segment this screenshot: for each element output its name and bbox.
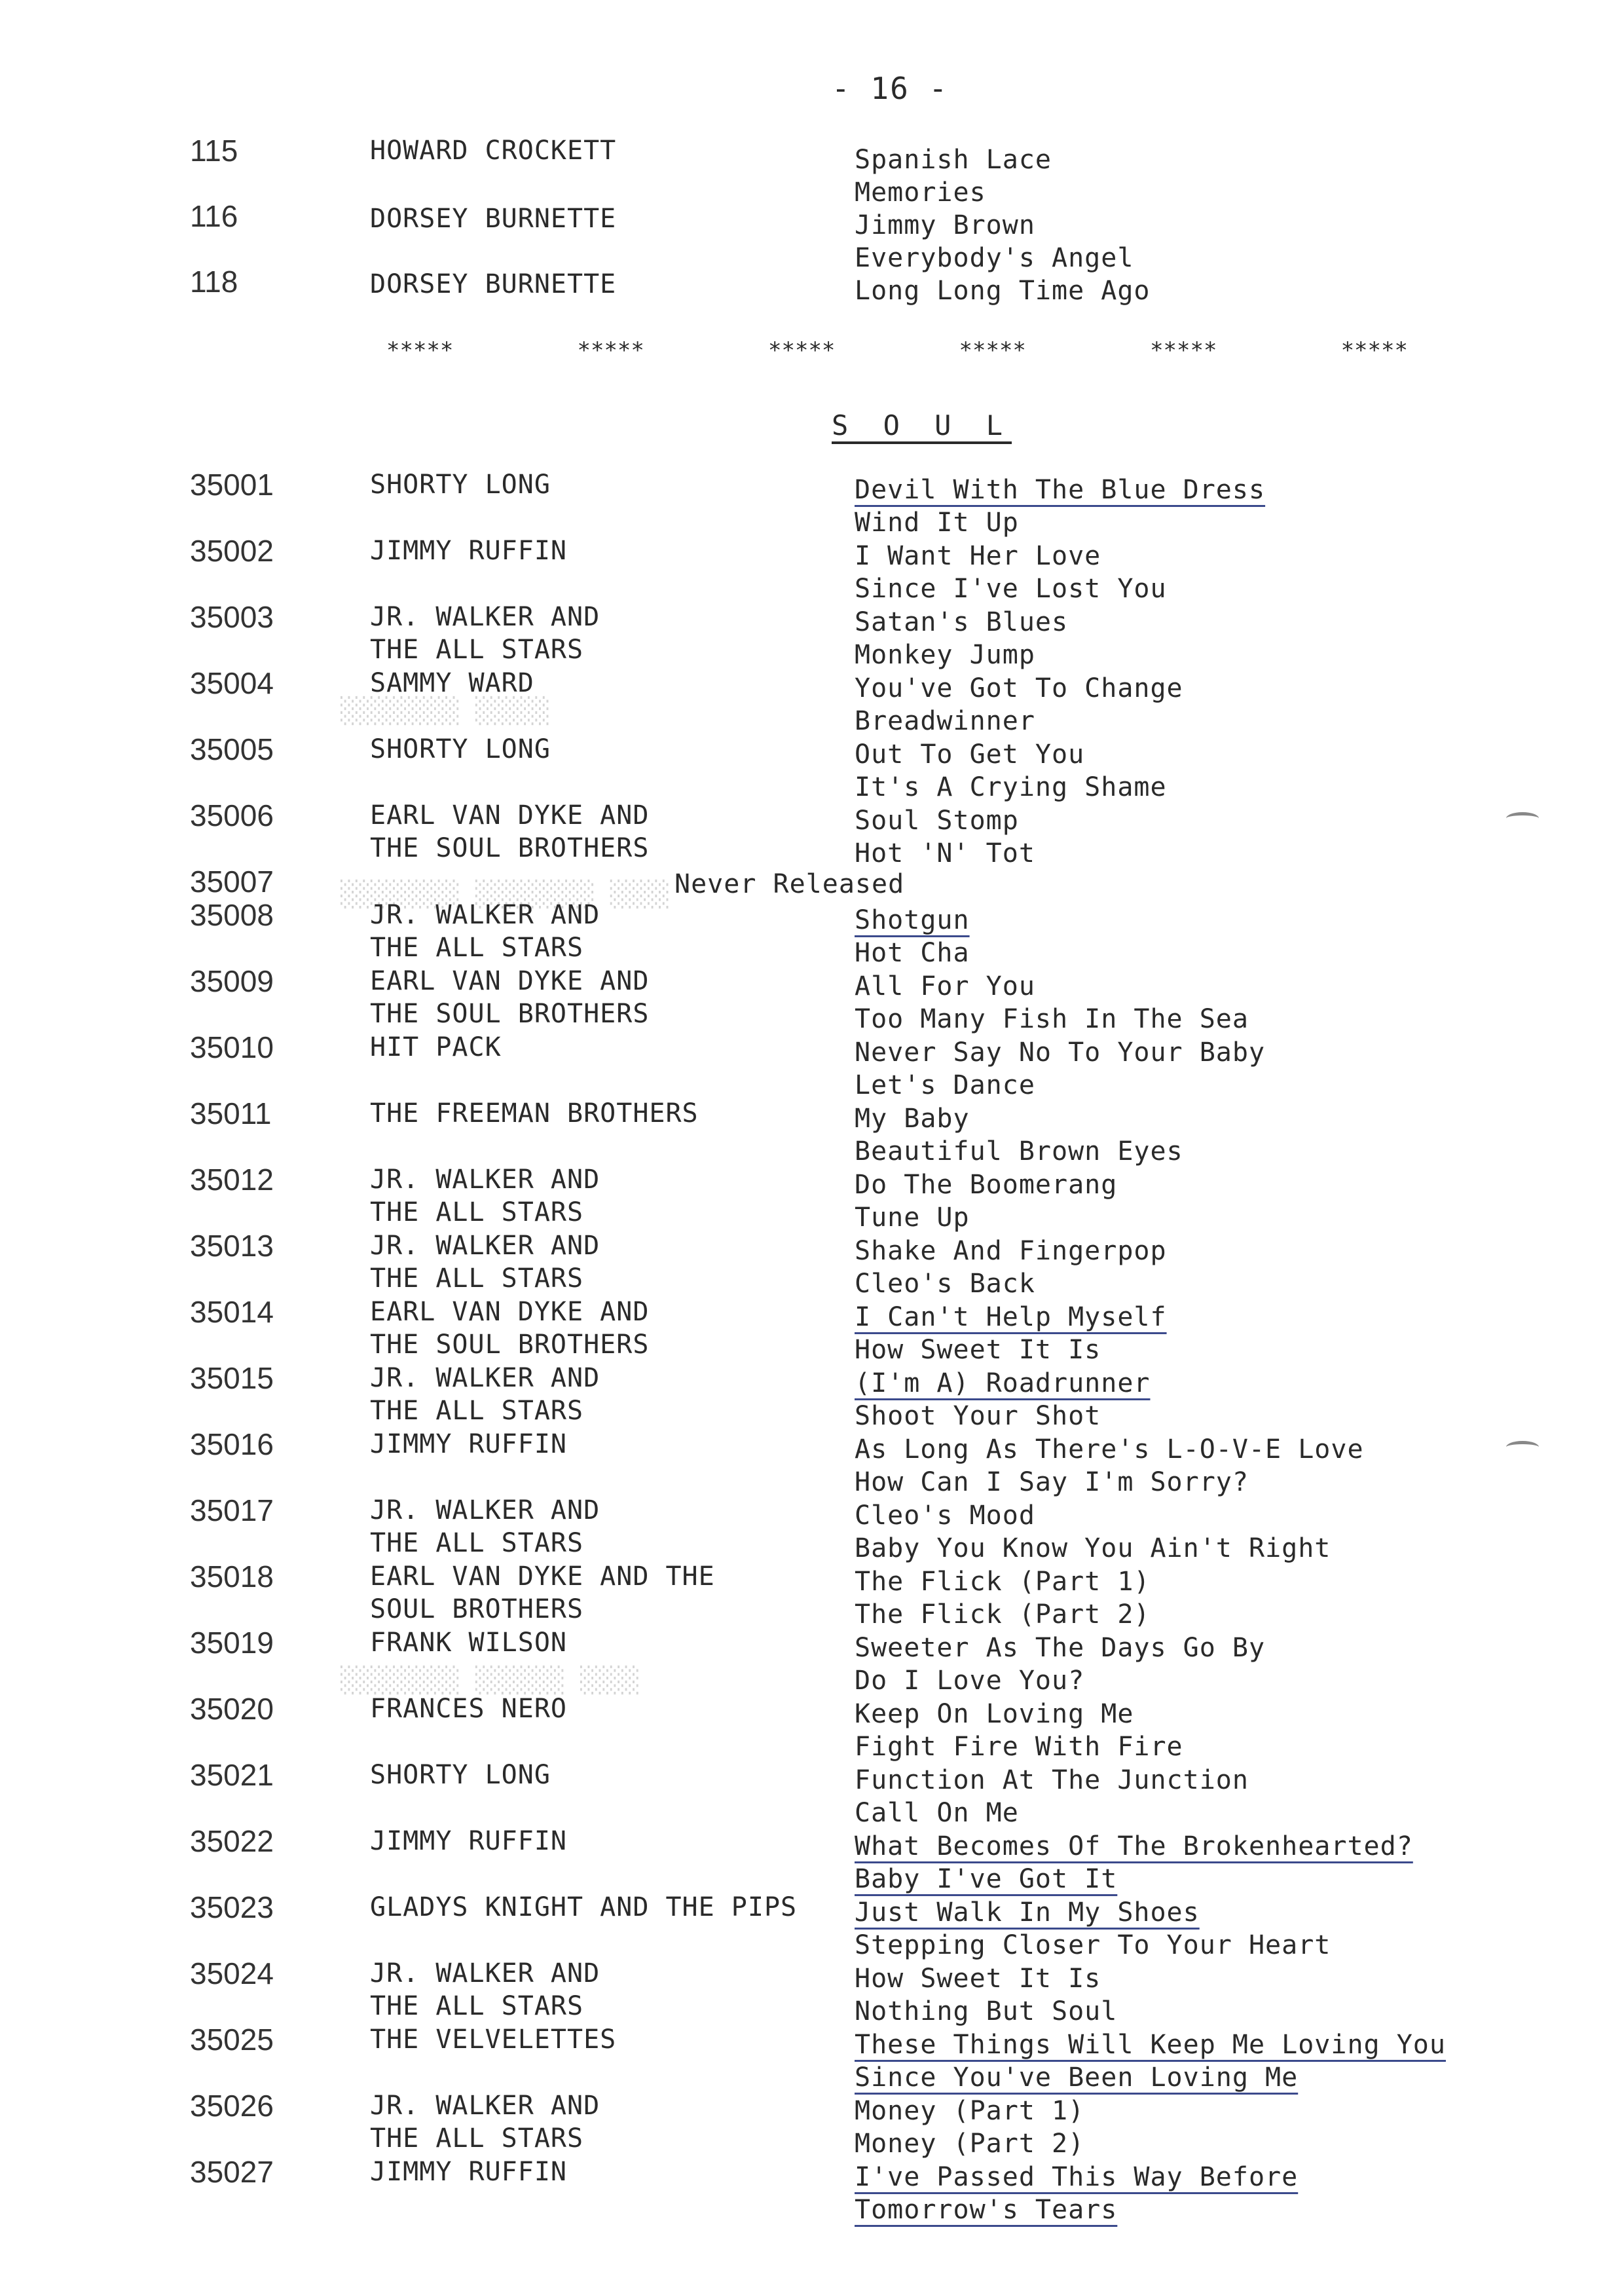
artist-name: SAMMY WARD [370, 668, 534, 698]
artist-name-line-2: THE ALL STARS [370, 1263, 584, 1294]
artist-name: FRANCES NERO [370, 1694, 567, 1724]
song-a: All For You [855, 971, 1035, 1001]
artist-name-line-1: JR. WALKER AND [370, 602, 600, 632]
song-a: I Can't Help Myself [855, 1302, 1167, 1332]
punch-hole-mark-2 [1506, 1441, 1539, 1453]
show-through-marks: ░░░░░░░░ ░░░░░ [341, 696, 551, 725]
artist-name-line-1: JR. WALKER AND [370, 900, 600, 930]
artist-name-line-1: JR. WALKER AND [370, 1231, 600, 1261]
show-through-marks-2: ░░░░░░░░ ░░░░░░░░ ░░░░ [341, 880, 671, 908]
song-b: Wind It Up [855, 508, 1019, 538]
song-a: Function At The Junction [855, 1765, 1249, 1795]
song-b: Hot 'N' Tot [855, 838, 1035, 868]
song-b: Since You've Been Loving Me [855, 2062, 1299, 2093]
artist-name: HOWARD CROCKETT [370, 136, 617, 166]
song-a: Devil With The Blue Dress [855, 475, 1266, 505]
artist-name-line-1: EARL VAN DYKE AND [370, 800, 650, 830]
artist-name-line-2: SOUL BROTHERS [370, 1594, 584, 1624]
catalog-number: 35023 [190, 1890, 274, 1924]
catalog-number: 35026 [190, 2089, 274, 2123]
song-b: Monkey Jump [855, 640, 1035, 670]
artist-name: JIMMY RUFFIN [370, 2157, 567, 2187]
song-b: Hot Cha [855, 938, 970, 968]
song-b: Stepping Closer To Your Heart [855, 1930, 1331, 1960]
catalog-number: 35004 [190, 666, 274, 700]
artist-name: JIMMY RUFFIN [370, 1826, 567, 1856]
song-a: The Flick (Part 1) [855, 1567, 1151, 1597]
artist-name-line-2: THE ALL STARS [370, 1528, 584, 1558]
song-a: Spanish Lace [855, 145, 1052, 175]
song-b: Beautiful Brown Eyes [855, 1136, 1183, 1166]
song-a: Keep On Loving Me [855, 1699, 1134, 1729]
song-a: Shake And Fingerpop [855, 1236, 1167, 1266]
artist-name-line-1: JR. WALKER AND [370, 1495, 600, 1525]
catalog-number: 35002 [190, 534, 274, 568]
artist-name-line-2: THE SOUL BROTHERS [370, 999, 650, 1029]
show-through-marks-3: ░░░░░░░░ ░░░░░░ ░░░░ [341, 1666, 640, 1694]
song-b: Since I've Lost You [855, 574, 1167, 604]
song-a: (I'm A) Roadrunner [855, 1368, 1151, 1398]
catalog-number: 35008 [190, 898, 274, 932]
song-a: Shotgun [855, 905, 970, 935]
song-b: It's A Crying Shame [855, 772, 1167, 802]
song-a: I Want Her Love [855, 541, 1101, 571]
star-group: ***** [1150, 337, 1217, 364]
artist-name-line-2: THE SOUL BROTHERS [370, 833, 650, 863]
catalog-number: 35010 [190, 1030, 274, 1064]
song-a: My Baby [855, 1104, 970, 1134]
section-heading-soul: S O U L [832, 409, 1012, 441]
song-b: Baby I've Got It [855, 1864, 1118, 1894]
song-b: How Sweet It Is [855, 1335, 1101, 1365]
catalog-number: 35017 [190, 1493, 274, 1527]
song-b: How Can I Say I'm Sorry? [855, 1467, 1249, 1497]
catalog-number: 35005 [190, 732, 274, 766]
catalog-number: 35020 [190, 1692, 274, 1726]
star-group: ***** [577, 337, 644, 364]
catalog-number: 35014 [190, 1295, 274, 1329]
song-a: Long Long Time Ago [855, 276, 1151, 306]
artist-name-line-2: THE ALL STARS [370, 1396, 584, 1426]
catalog-number: 116 [190, 199, 238, 233]
artist-name: THE VELVELETTES [370, 2024, 617, 2055]
artist-name: JIMMY RUFFIN [370, 1429, 567, 1459]
catalog-number: 35006 [190, 798, 274, 832]
artist-name-line-2: THE ALL STARS [370, 2123, 584, 2154]
star-group: ***** [959, 337, 1026, 364]
artist-name: GLADYS KNIGHT AND THE PIPS [370, 1892, 798, 1922]
catalog-number: 35013 [190, 1229, 274, 1263]
song-b: Baby You Know You Ain't Right [855, 1533, 1331, 1563]
artist-name-line-2: THE ALL STARS [370, 635, 584, 665]
song-b: Breadwinner [855, 706, 1035, 736]
song-b: Do I Love You? [855, 1666, 1085, 1696]
song-b: Too Many Fish In The Sea [855, 1004, 1249, 1034]
catalog-number: 35001 [190, 468, 274, 502]
song-b: Tomorrow's Tears [855, 2195, 1118, 2225]
artist-name-line-2: THE ALL STARS [370, 933, 584, 963]
song-b: Nothing But Soul [855, 1996, 1118, 2026]
artist-name: THE FREEMAN BROTHERS [370, 1098, 699, 1129]
star-group: ***** [768, 337, 836, 364]
song-a: Sweeter As The Days Go By [855, 1633, 1266, 1663]
song-a: You've Got To Change [855, 673, 1183, 703]
catalog-number: 35022 [190, 1824, 274, 1858]
song-b: Memories [855, 177, 986, 208]
song-b: Call On Me [855, 1798, 1019, 1828]
song-b: Tune Up [855, 1203, 970, 1233]
song-a: Out To Get You [855, 739, 1085, 770]
artist-name: DORSEY BURNETTE [370, 269, 617, 299]
song-b: The Flick (Part 2) [855, 1599, 1151, 1630]
artist-name-line-2: THE SOUL BROTHERS [370, 1330, 650, 1360]
catalog-number: 115 [190, 134, 238, 168]
song-a: Never Say No To Your Baby [855, 1037, 1266, 1068]
artist-name-line-2: THE ALL STARS [370, 1991, 584, 2021]
star-group: ***** [1340, 337, 1408, 364]
catalog-number: 35012 [190, 1163, 274, 1197]
artist-name: HIT PACK [370, 1032, 502, 1062]
catalog-number: 35007 [190, 865, 274, 899]
artist-name-line-2: THE ALL STARS [370, 1197, 584, 1227]
song-b: Cleo's Back [855, 1269, 1035, 1299]
artist-name: SHORTY LONG [370, 734, 551, 764]
never-released-note: Never Released [674, 869, 905, 899]
artist-name-line-1: EARL VAN DYKE AND [370, 966, 650, 996]
catalog-number: 35009 [190, 964, 274, 998]
artist-name-line-1: EARL VAN DYKE AND THE [370, 1561, 715, 1592]
catalog-number: 35011 [190, 1096, 272, 1130]
catalog-number: 35018 [190, 1559, 274, 1594]
catalog-number: 35021 [190, 1758, 274, 1792]
song-a: Satan's Blues [855, 607, 1069, 637]
catalog-number: 35003 [190, 600, 274, 634]
song-a: I've Passed This Way Before [855, 2162, 1299, 2192]
artist-name: SHORTY LONG [370, 1760, 551, 1790]
artist-name-line-1: JR. WALKER AND [370, 1165, 600, 1195]
artist-name: SHORTY LONG [370, 470, 551, 500]
separator-stars [386, 337, 1408, 364]
catalog-number: 35019 [190, 1626, 274, 1660]
star-group: ***** [386, 337, 454, 364]
catalog-number: 35024 [190, 1956, 274, 1990]
artist-name: FRANK WILSON [370, 1628, 567, 1658]
song-a: Soul Stomp [855, 806, 1019, 836]
catalog-number: 35016 [190, 1427, 274, 1461]
catalog-number: 35025 [190, 2023, 274, 2057]
artist-name-line-1: JR. WALKER AND [370, 2091, 600, 2121]
song-b: Shoot Your Shot [855, 1401, 1101, 1431]
catalog-number: 118 [190, 265, 238, 299]
song-b: Everybody's Angel [855, 243, 1134, 273]
song-a: Money (Part 1) [855, 2096, 1085, 2126]
song-a: What Becomes Of The Brokenhearted? [855, 1831, 1413, 1861]
artist-name: DORSEY BURNETTE [370, 204, 617, 234]
song-b: Fight Fire With Fire [855, 1732, 1183, 1762]
artist-name: JIMMY RUFFIN [370, 536, 567, 566]
catalog-number: 35027 [190, 2155, 274, 2189]
song-a: How Sweet It Is [855, 1964, 1101, 1994]
song-a: Cleo's Mood [855, 1501, 1035, 1531]
song-b: Money (Part 2) [855, 2129, 1085, 2159]
artist-name-line-1: JR. WALKER AND [370, 1363, 600, 1393]
song-a: As Long As There's L-O-V-E Love [855, 1434, 1364, 1465]
song-a: These Things Will Keep Me Loving You [855, 2030, 1446, 2060]
song-a: Just Walk In My Shoes [855, 1897, 1200, 1928]
artist-name-line-1: EARL VAN DYKE AND [370, 1297, 650, 1327]
artist-name-line-1: JR. WALKER AND [370, 1958, 600, 1988]
page-number: - 16 - [832, 71, 949, 106]
punch-hole-mark [1506, 812, 1539, 825]
catalog-number: 35015 [190, 1361, 274, 1395]
song-a: Do The Boomerang [855, 1170, 1118, 1200]
song-b: Let's Dance [855, 1070, 1035, 1100]
song-a: Jimmy Brown [855, 210, 1035, 240]
